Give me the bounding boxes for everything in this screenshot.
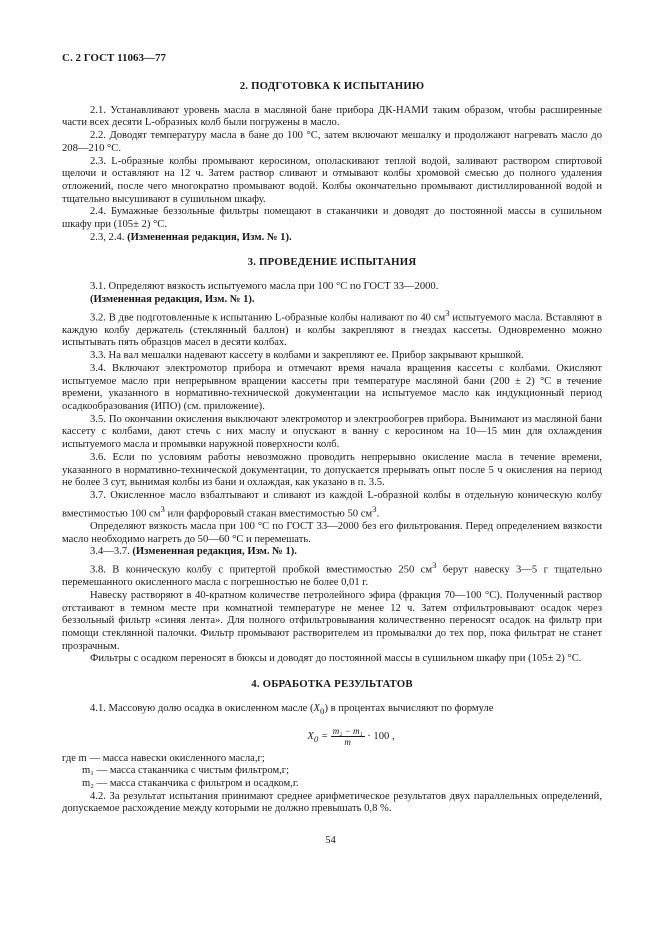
text-run: 4.1. Массовую долю осадка в окисленном масле (: [90, 702, 314, 714]
page-number: 54: [325, 835, 336, 846]
paragraph-3-8-filters: Фильтры с осадком переносят в бюксы и доводят до постоянной массы в сушильном шкафу при (105± 2) °С.: [90, 653, 582, 665]
superscript: 3: [160, 503, 165, 514]
amendment-note-3-1: (Измененная редакция, Изм. № 1).: [90, 293, 255, 305]
formula-sub: 0: [313, 733, 319, 744]
paragraph-3-5: 3.5. По окончании окисления выключают электромотор и электрообогрев прибора. Вынимают из масляной бани кассету с колбами, дают стечь с них маслу и опускают в ванну с керосином на 10—15 мин для охлаждения испытуемого масла и промывки наружной поверхности колб.: [62, 413, 602, 451]
formula-eq: =: [318, 730, 331, 742]
subscript: 0: [320, 705, 325, 716]
superscript: 3: [372, 503, 377, 514]
section-3-title: 3. ПРОВЕДЕНИЕ ИСПЫТАНИЯ: [247, 256, 417, 269]
amendment-note-2: [62, 232, 602, 245]
paragraph-3-8-dissolve: Навеску растворяют в 40-кратном количестве петролейного эфира (фракция 70—100 °С). Полученный раствор отстаивают в темном месте при комнатной температуре не менее 12 ч. Затем отфильтровывают осадок через беззольный фильтр «синяя лента». Для полного отфильтровывания количественно переносят осадок на фильтр при помощи стеклянной палочки. Фильтр промывают растворителем из промывалки до тех пор, пока фильтрат не станет прозрачным.: [62, 589, 602, 652]
paragraph-3-8: [62, 559, 602, 590]
formula-denominator: m: [344, 736, 351, 747]
formula-rhs: · 100 ,: [364, 730, 395, 742]
text-run: или фарфоровый стакан вместимостью 50 см: [164, 508, 373, 520]
definition-m2: m₂ — масса стаканчика с фильтром и осадком,г.: [82, 778, 299, 790]
text-run: 3.8. В коническую колбу с притертой пробкой вместимостью 250 см: [90, 564, 433, 576]
amendment-note-3-4: [62, 546, 602, 559]
formula: [100, 726, 602, 747]
paragraph-4-2: 4.2. За результат испытания принимают среднее арифметическое результатов двух параллельных определений, допускаемое расхождение между которыми не должно превышать 0,8 %.: [62, 790, 602, 815]
paragraph-3-7: [62, 490, 602, 521]
superscript: 3: [432, 559, 437, 570]
paragraph-3-1: 3.1. Определяют вязкость испытуемого масла при 100 °С по ГОСТ 33—2000.: [90, 281, 439, 293]
text-run: 3.2. В две подготовленные к испытанию L-образные колбы наливают по 40 см: [90, 312, 446, 324]
formula-var: X: [307, 730, 314, 742]
amendment-ref: 2.3, 2.4.: [90, 231, 125, 243]
amendment-text: (Измененная редакция, Изм. № 1).: [132, 546, 297, 558]
paragraph-2-3: 2.3. L-образные колбы промывают керосином, ополаскивают теплой водой, заливают раствором спиртовой щелочи и оставляют на 12 ч. Затем раствор сливают и отмывают колбы хромовой смесью до полного удаления отложений, после чего многократно промывают водой. Колбы окончательно промывают дистиллированной водой и тщательно высушивают в сушильном шкафу.: [62, 155, 602, 205]
variable: X: [313, 702, 321, 714]
text-run: испытуемого масла. Вставляют в каждую колбу держатель (стеклянный баллон) и колбы закрепляют в гнездах кассеты. Одновременно можно испытывать пять образцов масел в десяти колбах.: [62, 312, 603, 349]
paragraph-2-2: 2.2. Доводят температуру масла в бане до 100 °С, затем включают мешалку и продолжают нагревать масло до 208—210 °С.: [62, 130, 602, 154]
text-run: берут навеску 3—5 г тщательно перемешанного окисленного масла с погрешностью не более 0,01 г.: [62, 564, 602, 589]
paragraph-3-4: 3.4. Включают электромотор прибора и отмечают время начала вращения кассеты с колбами. Окисляют испытуемое масло при непрерывном вращении кассеты при температуре масляной бани (200 ± 2) °С в течение времени, указанного в нормативно-технической документации на испытуемое масло как индукционный период осадкообразования (ИПО) (см. приложение).: [62, 362, 602, 412]
text-run: .: [376, 508, 380, 520]
section-2-title: 2. ПОДГОТОВКА К ИСПЫТАНИЮ: [239, 80, 425, 92]
formula-numerator: m₂ − m₁: [332, 725, 363, 736]
superscript: 3: [445, 307, 450, 318]
paragraph-3-7-viscosity: Определяют вязкость масла при 100 °С по ГОСТ 33—2000 без его фильтрования. Перед определением вязкости масло необходимо нагреть до 50—60 °С и перемешать.: [62, 520, 602, 545]
paragraph-4-1: [62, 703, 602, 718]
paragraph-3-2: [62, 307, 602, 351]
formula-lhs: [307, 731, 318, 742]
definition-m: где m — масса навески окисленного масла,г;: [62, 752, 265, 764]
paragraph-3-6: 3.6. Если по условиям работы невозможно проводить непрерывно окисление масла в течение времени, указанного в нормативно-технической документации, то допускается прерывать опыт после 5 ч окисления на период не более 3 сут, вынимая колбы из бани и охлаждая, как указано в п. 3.5.: [62, 451, 602, 489]
formula-fraction: [331, 726, 365, 747]
text-run: 3.7. Окисленное масло взбалтывают и сливают из каждой L-образной колбы в отдельную коническую колбу вместимостью 100 см: [62, 489, 602, 520]
page-header: С. 2 ГОСТ 11063—77: [62, 52, 167, 64]
paragraph-3-3: 3.3. На вал мешалки надевают кассету в колбами и закрепляют ее. Прибор закрывают крышкой.: [90, 350, 524, 362]
section-4-title: 4. ОБРАБОТКА РЕЗУЛЬТАТОВ: [251, 678, 413, 691]
paragraph-2-1: 2.1. Устанавливают уровень масла в масляной бане прибора ДК-НАМИ таким образом, чтобы расширенные части всех десяти L-образных колб были погружены в масло.: [62, 104, 602, 129]
text-run: ) в процентах вычисляют по формуле: [324, 702, 494, 714]
amendment-text: (Измененная редакция, Изм. № 1).: [127, 231, 292, 243]
paragraph-2-4: 2.4. Бумажные беззольные фильтры помещают в стаканчики и доводят до постоянной массы в сушильном шкафу при (105± 2) °С.: [62, 206, 602, 231]
definition-m1: m₁ — масса стаканчика с чистым фильтром,г;: [82, 765, 290, 777]
amendment-ref: 3.4—3.7.: [90, 546, 130, 558]
document-body: [62, 78, 602, 816]
